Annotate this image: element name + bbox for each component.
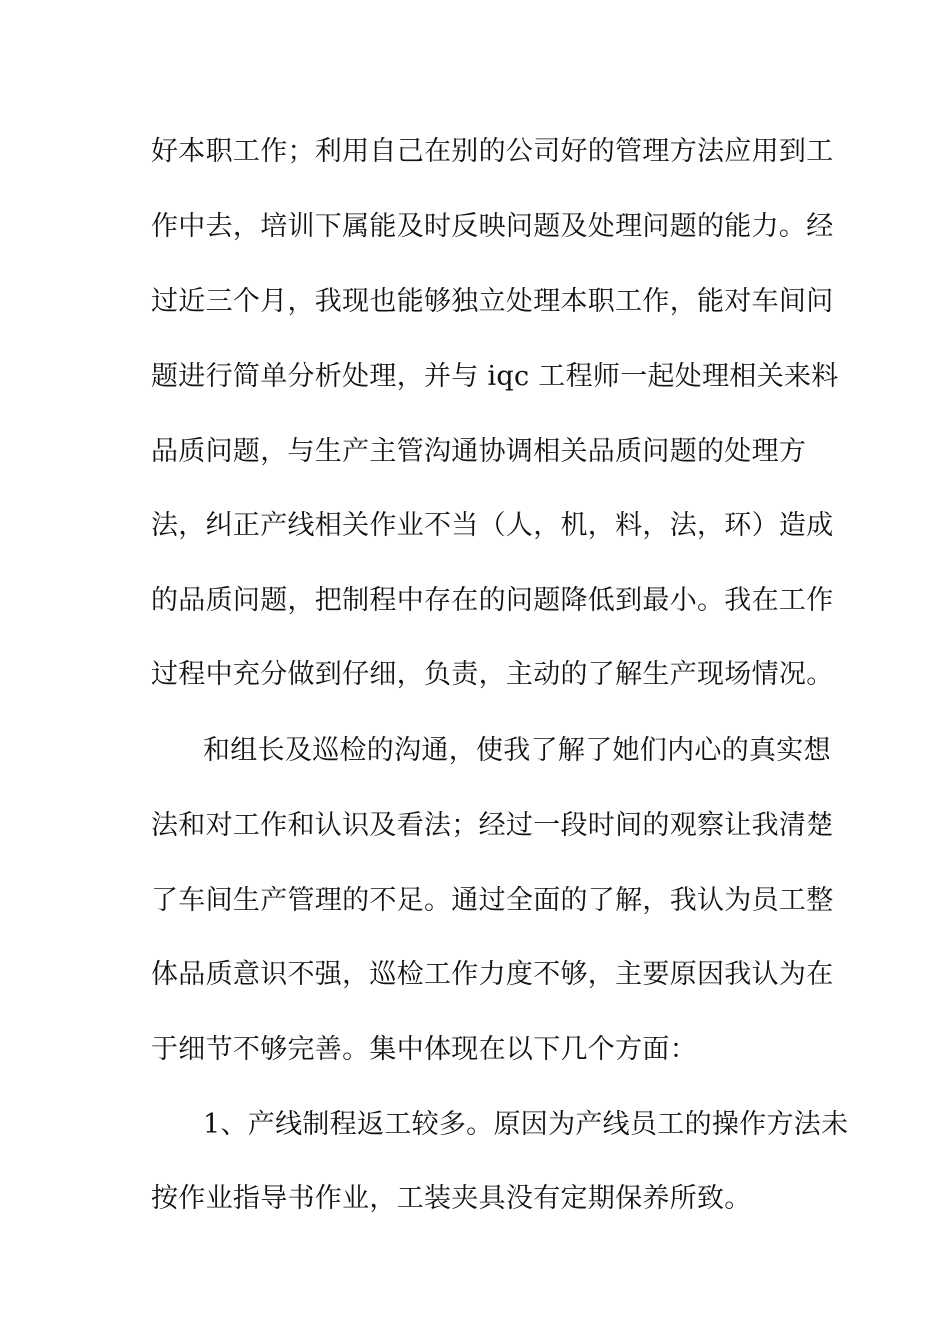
text-line: 品质问题，与生产主管沟通协调相关品质问题的处理方 [151,436,807,467]
text-line: 了车间生产管理的不足。通过全面的了解，我认为员工整 [151,885,834,916]
list-item-line: 1、产线制程返工较多。原因为产线员工的操作方法未 [203,1109,849,1140]
text-line: 好本职工作；利用自己在别的公司好的管理方法应用到工 [151,136,834,167]
text-line: 的品质问题，把制程中存在的问题降低到最小。我在工作 [151,585,834,616]
text-line: 过程中充分做到仔细，负责，主动的了解生产现场情况。 [151,659,834,690]
text-line: 题进行简单分析处理，并与 iqc 工程师一起处理相关来料 [151,361,839,392]
paragraph-start-line: 和组长及巡检的沟通，使我了解了她们内心的真实想 [203,735,831,766]
text-line: 体品质意识不强，巡检工作力度不够，主要原因我认为在 [151,959,834,990]
text-line: 于细节不够完善。集中体现在以下几个方面： [151,1034,697,1065]
text-line: 法，纠正产线相关作业不当（人，机，料，法，环）造成 [151,510,834,541]
text-line: 作中去，培训下属能及时反映问题及处理问题的能力。经 [151,211,834,242]
text-line: 过近三个月，我现也能够独立处理本职工作，能对车间问 [151,286,834,317]
text-line: 按作业指导书作业，工装夹具没有定期保养所致。 [151,1183,752,1214]
text-line: 法和对工作和认识及看法；经过一段时间的观察让我清楚 [151,810,834,841]
